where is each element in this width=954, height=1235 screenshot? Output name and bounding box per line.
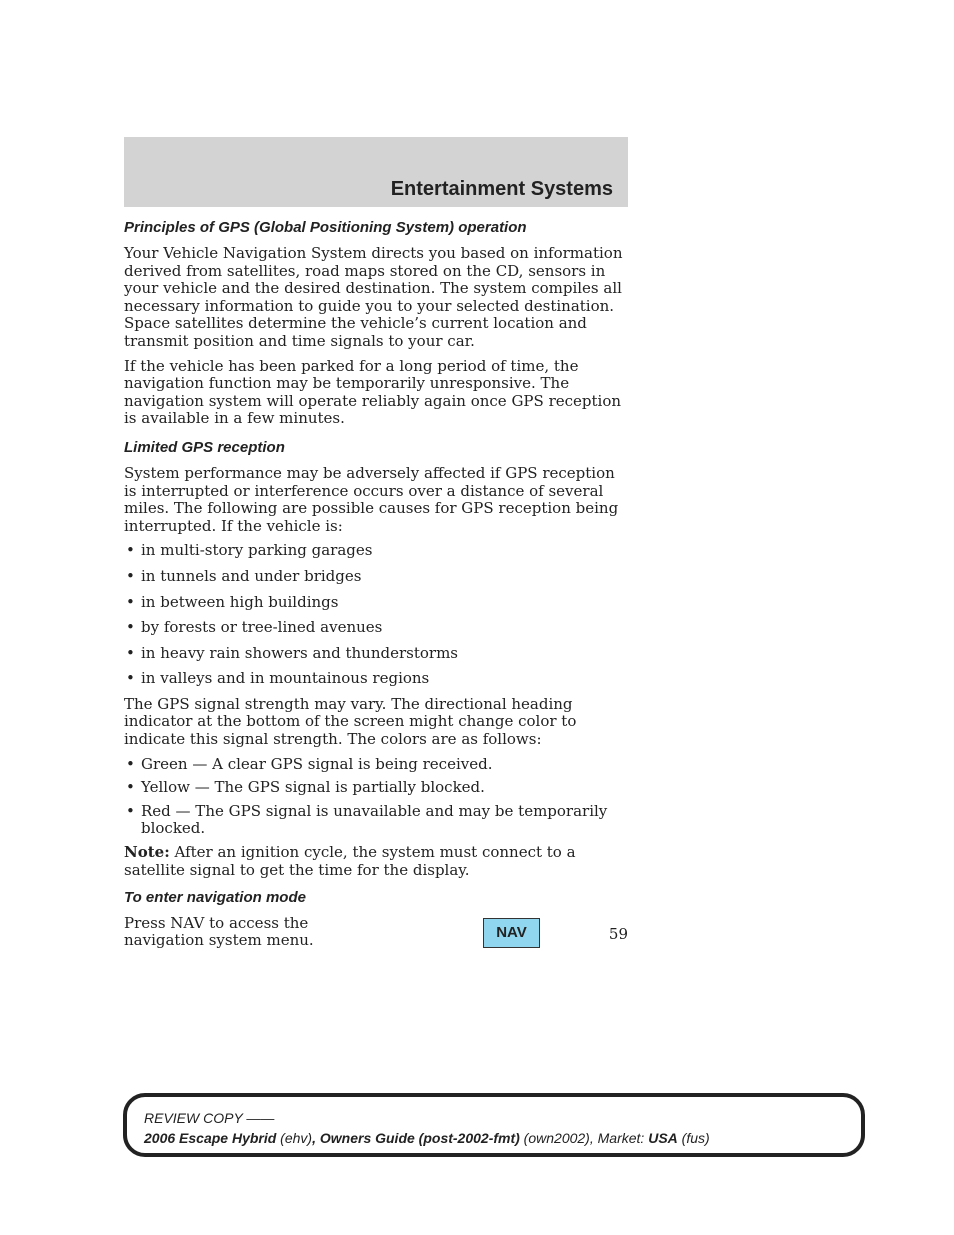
bullet-icon: •: [126, 778, 135, 797]
bullet-icon: •: [126, 754, 135, 773]
list-item: [124, 670, 628, 688]
footer-guide-code: (own2002): [519, 1130, 590, 1146]
note-label: Note:: [124, 843, 170, 862]
footer-market: USA: [648, 1130, 678, 1146]
paragraph-gps-principles-2: If the vehicle has been parked for a long period of time, the navigation function may be temporarily unresponsive. The navigation system will operate reliably again once GPS reception is available in a few minutes.: [124, 356, 622, 428]
list-item-text: in multi-story parking garages: [141, 541, 373, 560]
list-item-text: Red — The GPS signal is unavailable and may be temporarily blocked.: [141, 801, 608, 838]
footer-guide: Owners Guide (post-2002-fmt): [319, 1130, 520, 1146]
heading-gps-principles: Principles of GPS (Global Positioning System) operation: [124, 219, 527, 236]
list-item: [124, 542, 628, 560]
note-text: After an ignition cycle, the system must connect to a satellite signal to get the time for the display.: [124, 843, 576, 879]
paragraph-gps-principles-1: Your Vehicle Navigation System directs you based on information derived from satellites, road maps stored on the CD, sensors in your vehicle and the desired destination. The system compiles all necessary information to guide you to your selected destination. Space satellites determine the vehicle’s current location and transmit position and time signals to your car.: [124, 244, 623, 350]
nav-mode-row: [124, 915, 628, 963]
review-copy-footer: [123, 1093, 865, 1157]
list-item: [124, 756, 628, 774]
bullet-icon: •: [126, 592, 135, 611]
footer-model: 2006 Escape Hybrid: [144, 1130, 277, 1146]
footer-review-copy: REVIEW COPY ——: [144, 1110, 275, 1126]
footer-market-label: , Market:: [589, 1130, 649, 1146]
note-paragraph: [124, 844, 628, 879]
list-item-text: Green — A clear GPS signal is being received.: [141, 754, 493, 773]
heading-limited-reception: Limited GPS reception: [124, 438, 285, 456]
list-item: [124, 568, 628, 586]
paragraph-limited-reception-intro: System performance may be adversely affected if GPS reception is interrupted or interference occurs over a distance of several miles. The following are possible causes for GPS reception being interrupted. If the vehicle is:: [124, 463, 619, 535]
section-title: Entertainment Systems: [390, 178, 613, 200]
footer-model-code: (ehv): [276, 1130, 313, 1146]
bullet-icon: •: [126, 618, 135, 637]
list-item: [124, 619, 628, 637]
list-item: [124, 594, 628, 612]
footer-document-info: [144, 1130, 710, 1146]
footer-market-code: (fus): [677, 1130, 710, 1146]
list-item-text: in heavy rain showers and thunderstorms: [141, 643, 458, 662]
list-item: [124, 779, 628, 797]
causes-list: [124, 542, 628, 688]
page-number: 59: [608, 925, 628, 943]
list-item-text: by forests or tree-lined avenues: [141, 618, 383, 637]
list-item: [124, 645, 628, 663]
signal-colors-list: [124, 756, 628, 838]
bullet-icon: •: [126, 566, 135, 585]
paragraph-signal-strength: The GPS signal strength may vary. The directional heading indicator at the bottom of the screen might change color to indicate this signal strength. The colors are as follows:: [124, 694, 577, 749]
bullet-icon: •: [126, 669, 135, 688]
list-item-text: in between high buildings: [141, 592, 339, 611]
footer-sep: ,: [312, 1130, 320, 1146]
list-item-text: in tunnels and under bridges: [141, 566, 362, 585]
list-item-text: Yellow — The GPS signal is partially blocked.: [141, 778, 485, 797]
nav-button[interactable]: NAV: [483, 918, 540, 948]
bullet-icon: •: [126, 801, 135, 820]
list-item-text: in valleys and in mountainous regions: [141, 669, 430, 688]
bullet-icon: •: [126, 643, 135, 662]
list-item: [124, 803, 628, 838]
section-header-band: [124, 137, 628, 207]
paragraph-nav-mode: Press NAV to access the navigation system menu.: [124, 914, 314, 949]
bullet-icon: •: [126, 541, 135, 560]
heading-nav-mode: To enter navigation mode: [124, 889, 306, 907]
page-content: [124, 219, 628, 963]
